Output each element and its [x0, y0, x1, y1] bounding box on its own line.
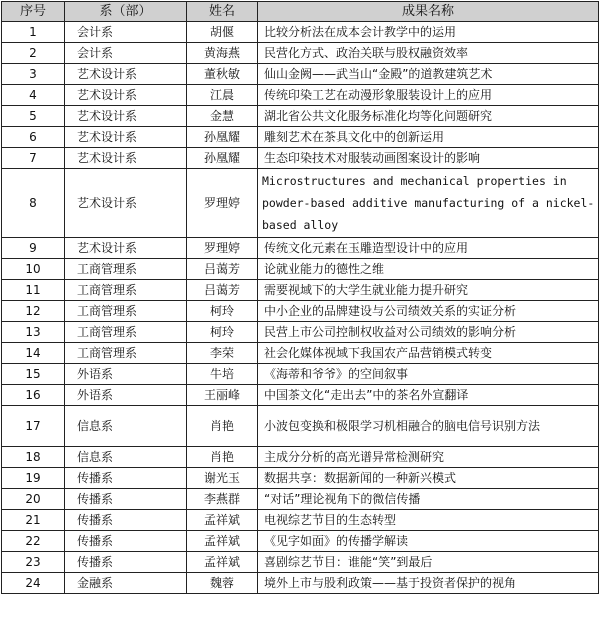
- row-author: 董秋敏: [187, 64, 258, 85]
- header-title: 成果名称: [258, 2, 599, 22]
- row-author: 江晨: [187, 85, 258, 106]
- row-title: 比较分析法在成本会计教学中的运用: [258, 22, 599, 43]
- row-dept: 艺术设计系: [65, 106, 187, 127]
- row-title: 《见字如面》的传播学解读: [258, 531, 599, 552]
- table-row: [2, 22, 599, 43]
- row-no: 22: [2, 531, 65, 552]
- row-dept: 传播系: [65, 468, 187, 489]
- table-row: [2, 406, 599, 447]
- row-no: 13: [2, 322, 65, 343]
- row-title: 民营上市公司控制权收益对公司绩效的影响分析: [258, 322, 599, 343]
- row-no: 24: [2, 573, 65, 594]
- row-author: 吕蔼芳: [187, 280, 258, 301]
- table-row: [2, 573, 599, 594]
- row-no: 9: [2, 238, 65, 259]
- table-row: [2, 43, 599, 64]
- row-dept: 信息系: [65, 406, 187, 447]
- table-row: [2, 385, 599, 406]
- table-row: [2, 489, 599, 510]
- row-dept: 会计系: [65, 22, 187, 43]
- row-no: 2: [2, 43, 65, 64]
- table-row: [2, 447, 599, 468]
- row-dept: 工商管理系: [65, 343, 187, 364]
- row-no: 10: [2, 259, 65, 280]
- row-dept: 金融系: [65, 573, 187, 594]
- table-row: [2, 468, 599, 489]
- row-title: 仙山金阙——武当山“金殿”的道教建筑艺术: [258, 64, 599, 85]
- table-row: [2, 301, 599, 322]
- table-row: [2, 531, 599, 552]
- row-author: 王丽峰: [187, 385, 258, 406]
- row-no: 11: [2, 280, 65, 301]
- table-row: [2, 280, 599, 301]
- row-title: Microstructures and mechanical properties in powder-based additive manufacturing of a nickel-based alloy: [258, 169, 599, 238]
- row-no: 14: [2, 343, 65, 364]
- table-row: [2, 343, 599, 364]
- table-row: [2, 510, 599, 531]
- table-row: [2, 106, 599, 127]
- row-author: 李荣: [187, 343, 258, 364]
- row-title: 论就业能力的德性之维: [258, 259, 599, 280]
- row-no: 23: [2, 552, 65, 573]
- row-title: 《海蒂和爷爷》的空间叙事: [258, 364, 599, 385]
- row-author: 柯玲: [187, 322, 258, 343]
- table-row: [2, 64, 599, 85]
- row-no: 17: [2, 406, 65, 447]
- row-dept: 传播系: [65, 510, 187, 531]
- row-no: 18: [2, 447, 65, 468]
- row-no: 1: [2, 22, 65, 43]
- table-row: [2, 259, 599, 280]
- row-title: 小波包变换和极限学习机相融合的脑电信号识别方法: [258, 406, 599, 447]
- row-author: 孙凰耀: [187, 148, 258, 169]
- row-title: 需要视域下的大学生就业能力提升研究: [258, 280, 599, 301]
- row-author: 肖艳: [187, 447, 258, 468]
- row-title: 中国茶文化“走出去”中的茶名外宣翻译: [258, 385, 599, 406]
- table-row: [2, 127, 599, 148]
- row-title: “对话”理论视角下的微信传播: [258, 489, 599, 510]
- row-no: 12: [2, 301, 65, 322]
- row-no: 6: [2, 127, 65, 148]
- row-title: 传统文化元素在玉雕造型设计中的应用: [258, 238, 599, 259]
- row-no: 20: [2, 489, 65, 510]
- row-title: 境外上市与股利政策——基于投资者保护的视角: [258, 573, 599, 594]
- row-author: 吕蔼芳: [187, 259, 258, 280]
- row-no: 7: [2, 148, 65, 169]
- row-dept: 工商管理系: [65, 280, 187, 301]
- achievements-table: [1, 1, 599, 594]
- row-title: 数据共享：数据新闻的一种新兴模式: [258, 468, 599, 489]
- row-no: 21: [2, 510, 65, 531]
- row-dept: 工商管理系: [65, 301, 187, 322]
- row-no: 8: [2, 169, 65, 238]
- row-dept: 外语系: [65, 364, 187, 385]
- table-row: [2, 85, 599, 106]
- row-no: 5: [2, 106, 65, 127]
- header-author: 姓名: [187, 2, 258, 22]
- row-dept: 信息系: [65, 447, 187, 468]
- row-author: 牛培: [187, 364, 258, 385]
- row-author: 肖艳: [187, 406, 258, 447]
- row-author: 魏蓉: [187, 573, 258, 594]
- row-no: 4: [2, 85, 65, 106]
- row-author: 金慧: [187, 106, 258, 127]
- row-author: 黄海燕: [187, 43, 258, 64]
- row-no: 15: [2, 364, 65, 385]
- row-dept: 艺术设计系: [65, 64, 187, 85]
- row-author: 柯玲: [187, 301, 258, 322]
- row-title: 民营化方式、政治关联与股权融资效率: [258, 43, 599, 64]
- row-dept: 艺术设计系: [65, 169, 187, 238]
- row-dept: 传播系: [65, 489, 187, 510]
- row-title: 电视综艺节目的生态转型: [258, 510, 599, 531]
- row-author: 孟祥斌: [187, 510, 258, 531]
- row-author: 孙凰耀: [187, 127, 258, 148]
- table-row: [2, 169, 599, 238]
- row-title: 社会化媒体视域下我国农产品营销模式转变: [258, 343, 599, 364]
- row-dept: 工商管理系: [65, 322, 187, 343]
- table-row: [2, 552, 599, 573]
- row-title: 中小企业的品牌建设与公司绩效关系的实证分析: [258, 301, 599, 322]
- row-dept: 艺术设计系: [65, 85, 187, 106]
- row-dept: 工商管理系: [65, 259, 187, 280]
- row-dept: 会计系: [65, 43, 187, 64]
- row-author: 胡偃: [187, 22, 258, 43]
- row-dept: 外语系: [65, 385, 187, 406]
- row-title: 湖北省公共文化服务标准化均等化问题研究: [258, 106, 599, 127]
- row-author: 孟祥斌: [187, 552, 258, 573]
- table-row: [2, 148, 599, 169]
- row-no: 16: [2, 385, 65, 406]
- row-author: 谢光玉: [187, 468, 258, 489]
- header-no: 序号: [2, 2, 65, 22]
- row-no: 19: [2, 468, 65, 489]
- table-row: [2, 364, 599, 385]
- row-dept: 传播系: [65, 531, 187, 552]
- row-author: 李燕群: [187, 489, 258, 510]
- row-dept: 艺术设计系: [65, 238, 187, 259]
- row-dept: 艺术设计系: [65, 148, 187, 169]
- row-author: 罗理婷: [187, 238, 258, 259]
- row-title: 喜剧综艺节目：谁能“笑”到最后: [258, 552, 599, 573]
- row-title: 雕刻艺术在茶具文化中的创新运用: [258, 127, 599, 148]
- row-title: 传统印染工艺在动漫形象服装设计上的应用: [258, 85, 599, 106]
- table-header-row: [2, 2, 599, 22]
- header-dept: 系（部）: [65, 2, 187, 22]
- table-row: [2, 238, 599, 259]
- row-title: 生态印染技术对服装动画图案设计的影响: [258, 148, 599, 169]
- row-no: 3: [2, 64, 65, 85]
- row-author: 罗理婷: [187, 169, 258, 238]
- row-title: 主成分分析的高光谱异常检测研究: [258, 447, 599, 468]
- row-author: 孟祥斌: [187, 531, 258, 552]
- row-dept: 传播系: [65, 552, 187, 573]
- row-dept: 艺术设计系: [65, 127, 187, 148]
- table-row: [2, 322, 599, 343]
